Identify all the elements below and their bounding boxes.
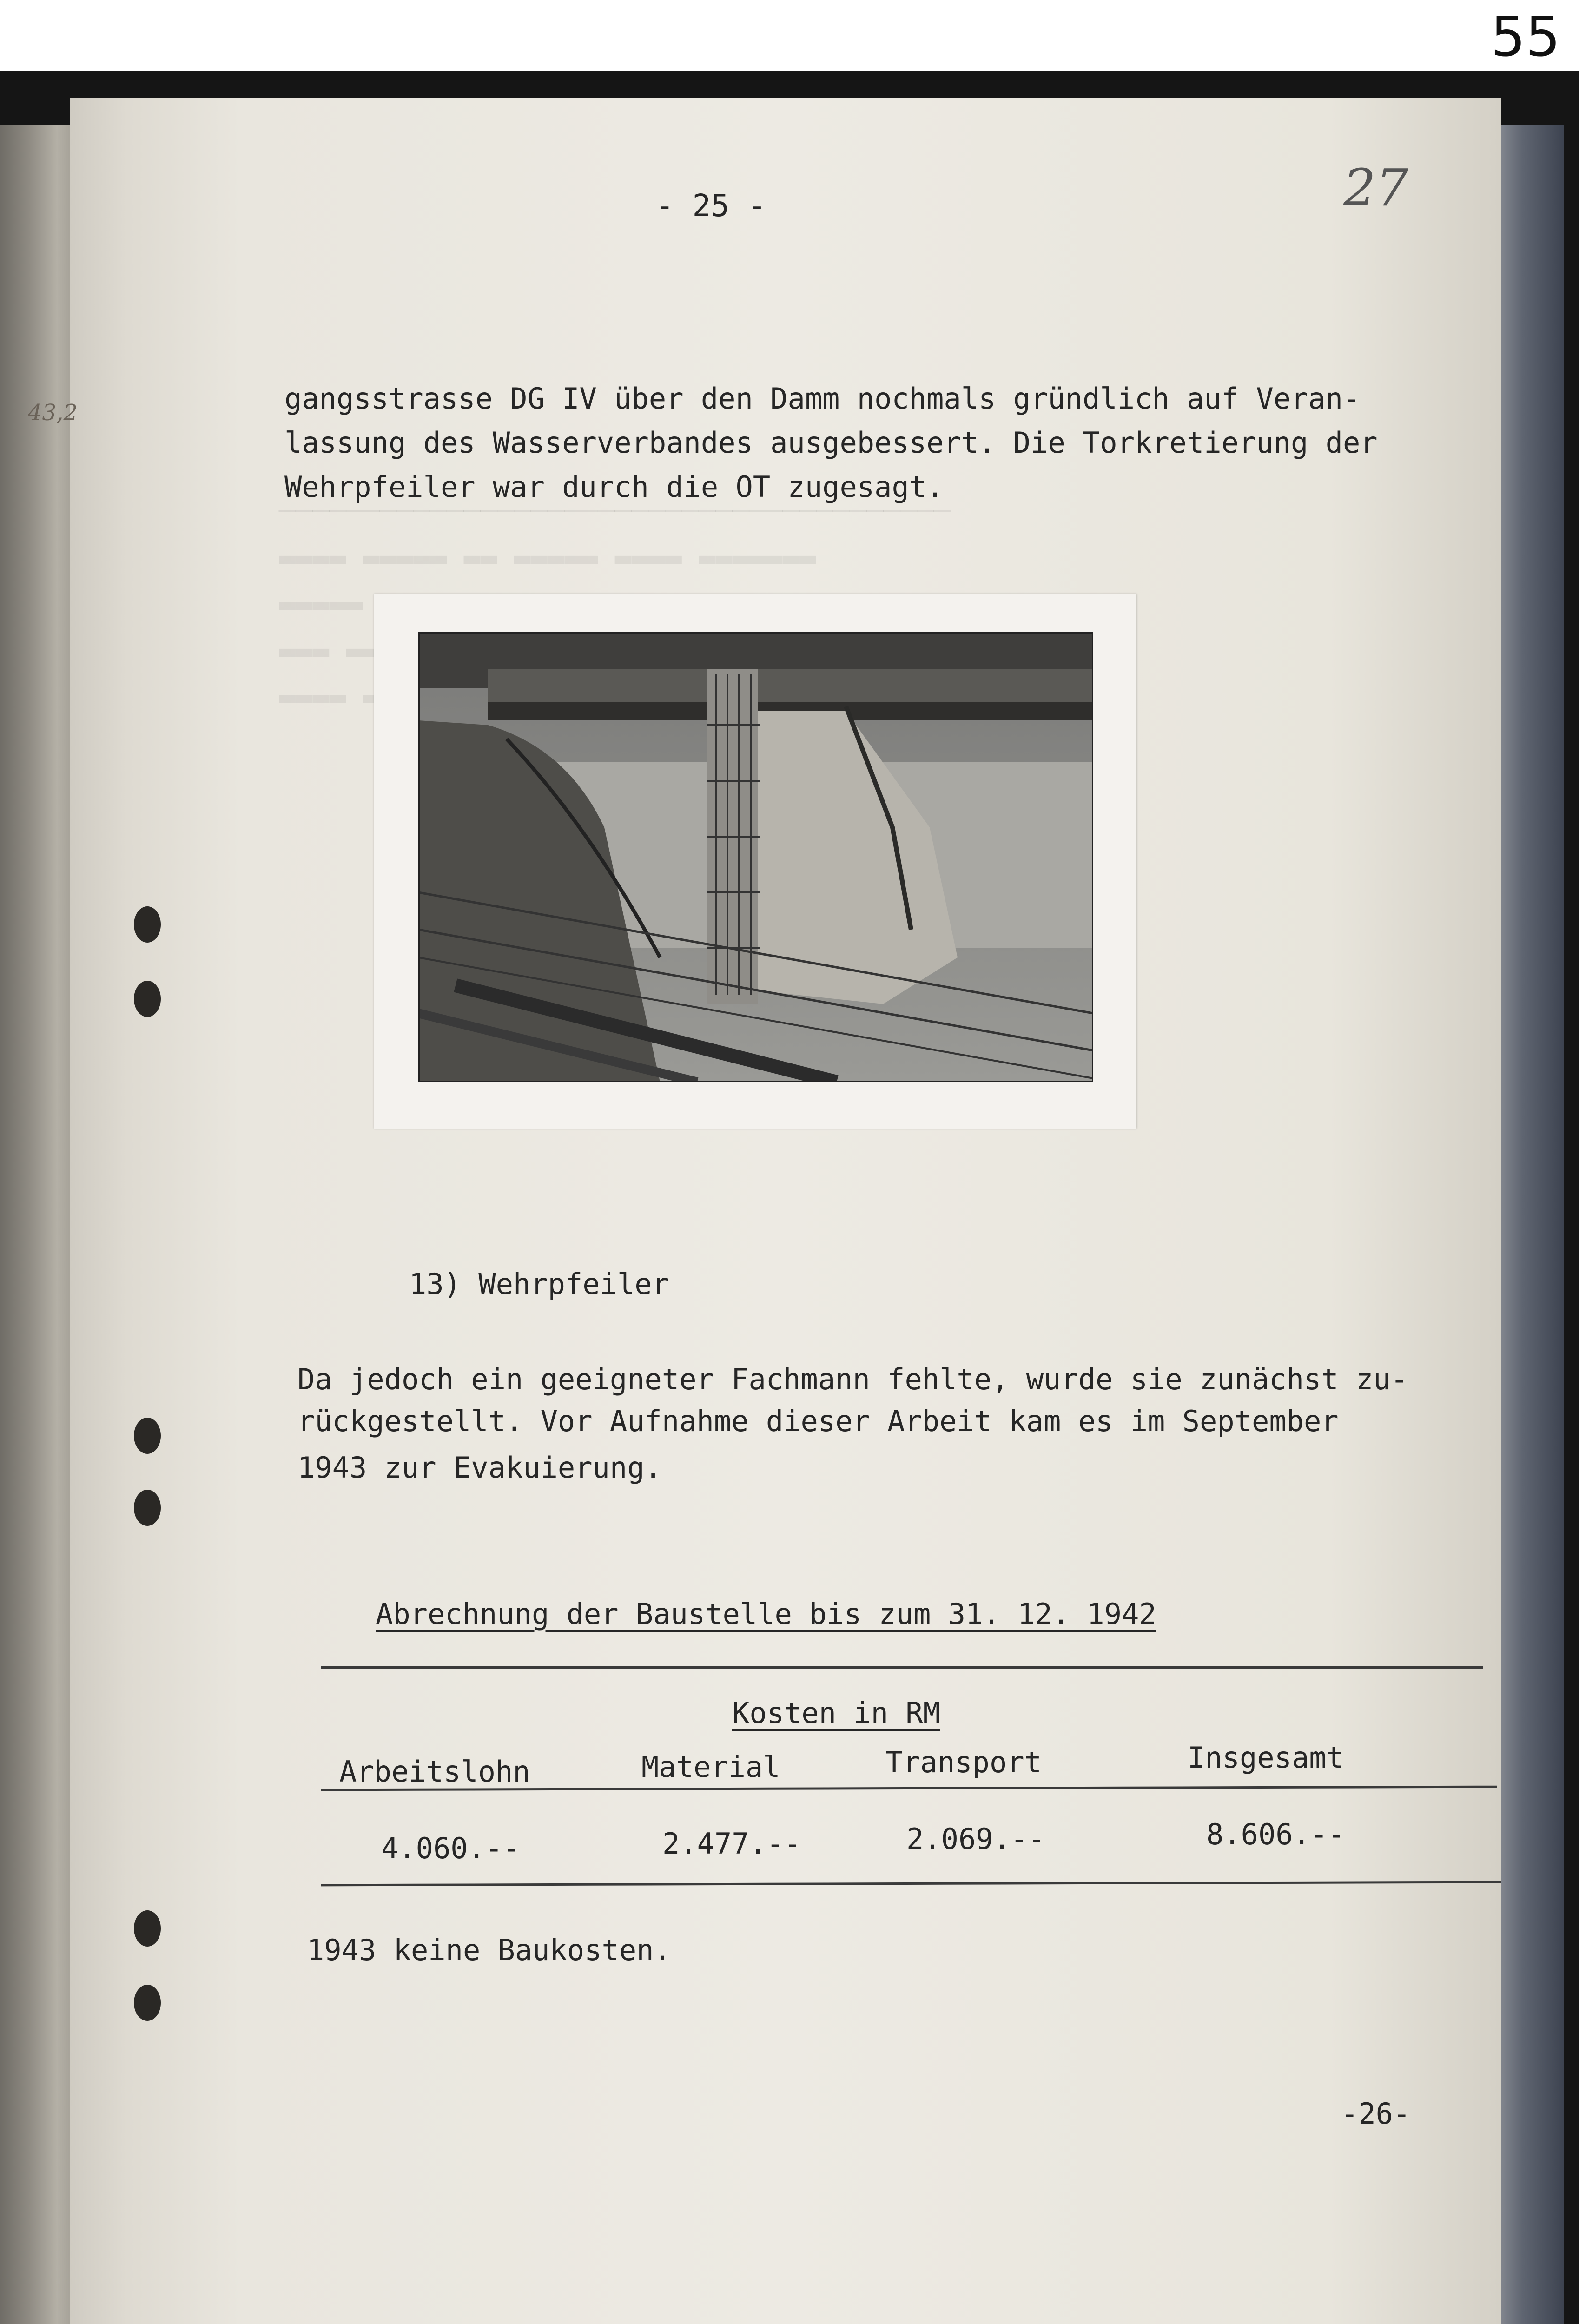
paragraph-line: Wehrpfeiler war durch die OT zugesagt. bbox=[284, 470, 944, 504]
scan-page-number: 55 bbox=[1490, 5, 1560, 69]
column-header: Insgesamt bbox=[1188, 1741, 1344, 1775]
billing-note: 1943 keine Baukosten. bbox=[307, 1933, 671, 1967]
next-page-marker: -26- bbox=[1341, 2097, 1411, 2131]
page-header: - 25 - bbox=[655, 188, 766, 224]
construction-photo bbox=[418, 632, 1093, 1082]
paragraph-line: lassung des Wasserverbandes ausgebessert. Die Torkretierung der bbox=[284, 426, 1378, 460]
binder-hole bbox=[134, 1490, 161, 1526]
table-value: 4.060.-- bbox=[381, 1831, 520, 1865]
facing-page-edge bbox=[0, 125, 81, 2324]
handwritten-page-number: 27 bbox=[1343, 158, 1408, 218]
mounted-photo bbox=[374, 594, 1136, 1129]
binder-hole bbox=[134, 906, 161, 943]
paragraph-line: rückgestellt. Vor Aufnahme dieser Arbeit kam es im September bbox=[297, 1404, 1339, 1438]
table-rule-top bbox=[321, 1666, 1483, 1669]
table-value: 2.069.-- bbox=[906, 1822, 1045, 1856]
table-value: 2.477.-- bbox=[662, 1827, 801, 1861]
margin-note: 43,2 bbox=[28, 400, 78, 426]
binder-hole bbox=[134, 1910, 161, 1947]
table-value: 8.606.-- bbox=[1206, 1817, 1345, 1851]
column-header: Transport bbox=[885, 1745, 1042, 1779]
paragraph-line: 1943 zur Evakuierung. bbox=[297, 1451, 662, 1485]
column-header: Material bbox=[641, 1750, 780, 1784]
costs-heading: Kosten in RM bbox=[732, 1696, 940, 1730]
binder-hole bbox=[134, 1985, 161, 2021]
paragraph-line: gangsstrasse DG IV über den Damm nochmals gründlich auf Veran- bbox=[284, 382, 1361, 416]
section-heading: 13) Wehrpfeiler bbox=[409, 1267, 669, 1301]
column-header: Arbeitslohn bbox=[339, 1755, 530, 1789]
paragraph-line: Da jedoch ein geeigneter Fachmann fehlte, wurde sie zunächst zu- bbox=[297, 1362, 1408, 1396]
binder-hole bbox=[134, 1418, 161, 1454]
binder-hole bbox=[134, 981, 161, 1017]
page-stack-edge bbox=[1494, 125, 1564, 2324]
billing-title: Abrechnung der Baustelle bis zum 31. 12. 1942 bbox=[376, 1597, 1156, 1631]
